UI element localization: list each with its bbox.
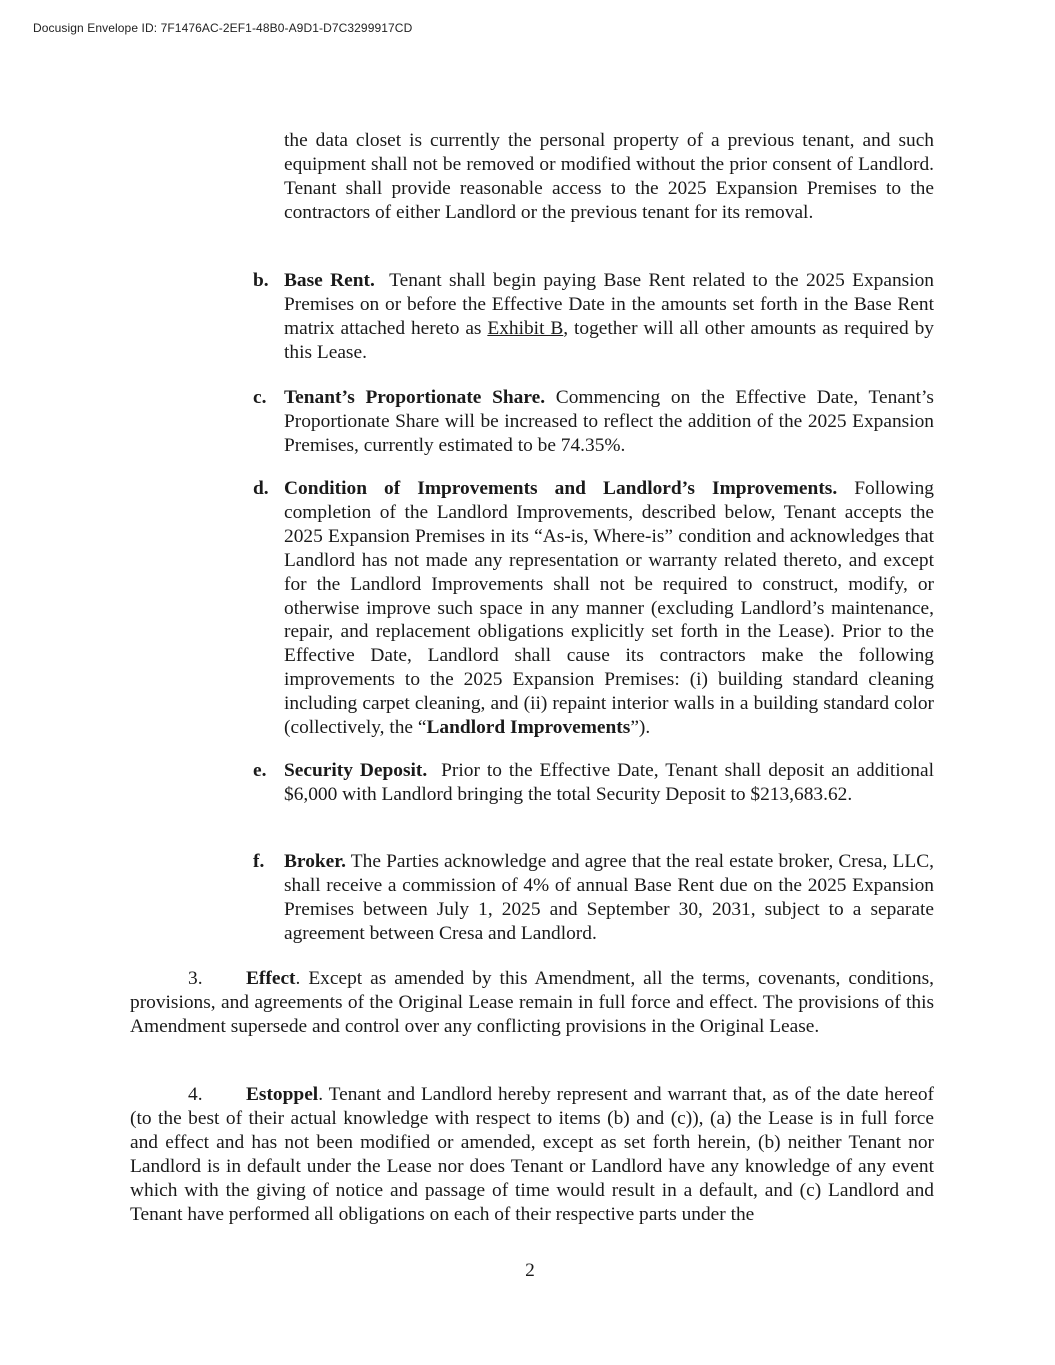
subsection-text: The Parties acknowledge and agree that the real estate broker, Cresa, LLC, shall receive a commission of 4% of annual Base Rent due on the 2025 Expansion Premises between July 1, 2025 and September 30, 2031, subject to a separate agreement between Cresa and Landlord. [284,851,934,944]
subsection-letter: c. [253,387,267,408]
subsection-text: , together will all other amounts as required by this Lease. [284,317,934,363]
subsection-letter: d. [253,478,269,499]
page-number: 2 [525,1260,535,1281]
section-heading: Effect [246,968,296,989]
defined-term: Landlord Improvements [426,717,631,739]
subsection-body [284,759,934,807]
subsection-letter: e. [253,760,267,781]
subsection-text: Prior to the Effective Date, Tenant shall deposit an additional $6,000 with Landlord bringing the total Security Deposit to $213,683.62. [284,760,934,805]
subsection-body [284,386,934,458]
subsection-b [253,269,934,365]
subsection-heading: Broker. [284,851,346,872]
section-text: . Tenant and Landlord hereby represent and warrant that, as of the date hereof (to the best of their actual knowledge with respect to items (b) and (c)), (a) the Lease is in full force and effect and has not been modified or amended, except as set forth herein, (b) neither Tenant nor Landlord is in default under the Lease nor does Tenant or Landlord have any knowledge of any event which with the giving of notice and passage of time would result in a default, and (c) Landlord and Tenant have performed all obligations on each of their respective parts under the [130,1084,934,1225]
subsection-e [253,759,934,807]
subsection-body [284,850,934,946]
subsection-letter: f. [253,851,265,872]
section-4 [130,1083,934,1226]
subsection-heading: Tenant’s Proportionate Share. [284,387,546,408]
subsection-text: Commencing on the Effective Date, Tenant’s Proportionate Share will be increased to reflect the addition of the 2025 Expansion Premises, currently estimated to be 74.35%. [284,387,934,456]
continued-paragraph: the data closet is currently the personal property of a previous tenant, and such equipment shall not be removed or modified without the prior consent of Landlord. Tenant shall provide reasonable access to the 2025 Expansion Premises to the contractors of either Landlord or the previous tenant for its removal. [284,130,934,223]
subsection-letter: b. [253,270,269,291]
section-heading: Estoppel [246,1084,319,1105]
subsection-body [284,477,934,740]
subsection-c [253,386,934,458]
section-text: . Except as amended by this Amendment, all the terms, covenants, conditions, provisions, and agreements of the Original Lease remain in full force and effect. The provisions of this Amendment supersede and control over any conflicting provisions in the Original Lease. [130,968,934,1037]
subsection-f [253,850,934,946]
subsection-heading: Condition of Improvements and Landlord’s Improvements. [284,478,838,499]
section-number: 4. [188,1084,203,1105]
subsection-text: ”). [630,717,651,739]
exhibit-reference: Exhibit B [487,317,564,339]
docusign-envelope-id: Docusign Envelope ID: 7F1476AC-2EF1-48B0-A9D1-D7C3299917CD [33,21,413,35]
subsection-text: Following completion of the Landlord Improvements, described below, Tenant accepts the 2025 Expansion Premises in its “As-is, Where-is” condition and acknowledges that Landlord has not made any representation or warranty related thereto, and except for the Landlord Improvements shall not be required to construct, modify, or otherwise improve such space in any manner (excluding Landlord’s maintenance, repair, and replacement obligations explicitly set forth in the Lease). Prior to the Effective Date, Landlord shall cause its contractors make the following improvements to the 2025 Expansion Premises: (i) building standard cleaning including carpet cleaning, and (ii) repaint interior walls in a building standard color (collectively, the “ [284,478,934,739]
subsection-heading: Security Deposit. [284,760,428,781]
subsection-text: Tenant shall begin paying Base Rent related to the 2025 Expansion Premises on or before the Effective Date in the amounts set forth in the Base Rent matrix attached hereto as [284,270,934,339]
subsection-body [284,269,934,365]
subsection-heading: Base Rent. [284,270,375,291]
subsection-d [253,477,934,740]
section-number: 3. [188,968,203,989]
section-3 [130,967,934,1039]
